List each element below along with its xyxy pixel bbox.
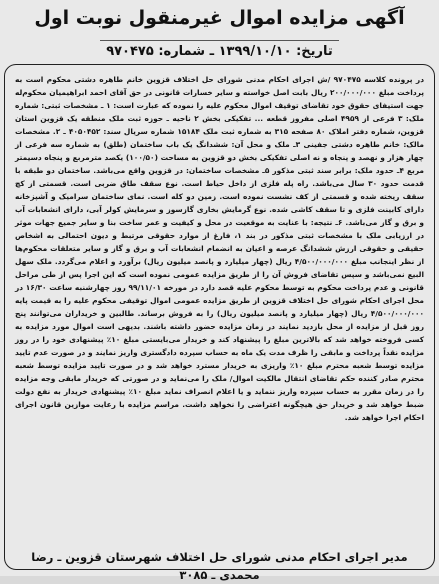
notice-frame bbox=[4, 64, 435, 582]
notice-number: شماره: ۹۷۰۴۷۵ bbox=[106, 44, 206, 59]
notice-date: تاریخ: ۱۳۹۹/۱۰/۱۰ bbox=[218, 44, 333, 59]
notice-meta: تاریخ: ۱۳۹۹/۱۰/۱۰ ـ شماره: ۹۷۰۴۷۵ bbox=[100, 40, 339, 63]
notice-body: در پرونده کلاسه ۹۷۰۴۷۵ /ش اجرای احکام مدنی شورای حل اختلاف قزوین خانم طاهره دشتی محکوم است به پرداخت مبلغ ۲۰۰/۰۰۰/۰۰۰ ریال بابت اصل خواسته و سایر خسارات قانونی در حق آقای احمد ابراهیمیان محکوم‌له جهت استیفای حقوق خود تقاضای توقیف اموال محکوم علیه را نموده که عبارت است: ۱ ـ مشخصات ثبتی: شماره ملک: ۳ فرعی از ۴۹۵۹ اصلی مفروز قطعه ... تفکیکی بخش ۲ ناحیه ـ حوزه ثبت ملک منطقه یک قزوین استان قزوین، شماره دفتر املاک ۸۰ صفحه ۳۱۵ به شماره ثبت ملک ۱۵۱۸۴ شماره سریال سند: ۴۰۵۰۴۵۲ ـ ۲. مشخصات مالک: خانم طاهره دشتی جفینی ۳ـ ملک و محل آن: ششدانگ یک باب ساختمان (طلق) به شماره سه فرعی از چهار هزار و نهصد و پنجاه و نه اصلی تفکیکی بخش دو قزوین به مساحت (۱۰۰/۵۰) یکصد مترمربع و پنجاه دسیمتر مربع ۴ـ حدود ملک: برابر سند ثبتی مذکور ۵ـ مشخصات ساختمان: در قزوین واقع می‌باشد. ساختمان دو طبقه با قدمت حدود ۳۰ سال می‌باشد. راه پله فلزی از داخل حیاط است. نوع سقف طاق ضربی است. قسمتی از کچ سقف ریخته شده و قسمتی از کف نشست نموده است. زمین دو کله است. نمای ساختمان سرامیک و آشپزخانه دارای کابینت فلزی و تا سقف کاشی شده. نوع گرمایش بخاری گازسوز و سرمایش کولر آبی، دارای انشعابات آب و برق و گاز می‌باشد. ۶ـ نتیجه: با عنایت به موقعیت در محل و کیفیت و عمر ساخت بنا و سایر جمیع جهات موثر در ارزیابی ملک با مشخصات ثبتی مذکور در بند ۱، فارغ از موارد حقوقی مرتبط و دیون احتمالی به اشخاص حقیقی و حقوقی ارزش ششدانگ عرصه و اعیان به انضمام انشعابات آب و برق و گاز و سایر متعلقات محکوم‌ها از نظر اینجانب مبلغ ۴/۵۰۰/۰۰۰/۰۰۰ ریال (چهار میلیارد و پانصد میلیون ریال) برآورد و اعلام می‌گردد. ملک سهل البیع نمی‌باشد و سپس تقاضای فروش آن را از طریق مزایده عمومی نموده است که این اجرا پس از طی مراحل قانونی و عدم پرداخت محکوم به توسط محکوم علیه قصد دارد در مورخه ۹۹/۱۱/۰۱ روز چهارشنبه ساعت ۱۶/۳۰ در محل اجرای احکام شورای حل اختلاف قزوین از طریق مزایده عمومی اموال توقیفی محکوم علیه را به قیمت پایه ۴/۵۰۰/۰۰۰/۰۰۰ ریال (چهار میلیارد و پانصد میلیون ریال) را به فروش برساند. طالبین و خریداران می‌توانند پنج روز قبل از مزایده از محل بازدید نمایند در زمان مزایده حضور داشته باشند. بدیهی است اموال مورد مزایده به کسی فروخته خواهد شد که بالاترین مبلغ را پیشنهاد کند و خریدار می‌بایستی مبلغ ۱۰٪ پیشنهادی خود را در روز مزایده نقداً پرداخت و مابقی را ظرف مدت یک ماه به حساب سپرده دادگستری واریز نمایند و در صورت عدم تایید مزایده توسط شعبه محترم مبلغ ۱۰٪ واریزی به خریدار مسترد خواهد شد و در صورت تایید مزایده توسط شعبه محترم صادر کننده حکم تقاضای انتقال مالکیت اموال/ ملک را می‌نماید و در صورتی که خریدار مابقی وجه مزایده را در زمان مقرر به حساب سپرده واریز ننماید و یا اعلام انصراف نماید مبلغ ۱۰٪ پیشنهادی خریدار به نفع دولت ضبط خواهد شد و خریدار حق هیچگونه اعتراضی را نخواهد داشت. مراسم مزایده با رعایت موازین قانون اجرای احکام اجرا خواهد شد. bbox=[15, 75, 425, 422]
notice-signature: مدیر اجرای احکام مدنی شورای حل اختلاف شهرستان قزوین ـ رضا محمدی ـ ۳۰۸۵ bbox=[31, 550, 408, 582]
notice-title: آگهی مزایده اموال غیرمنقول نوبت اول bbox=[34, 7, 405, 29]
